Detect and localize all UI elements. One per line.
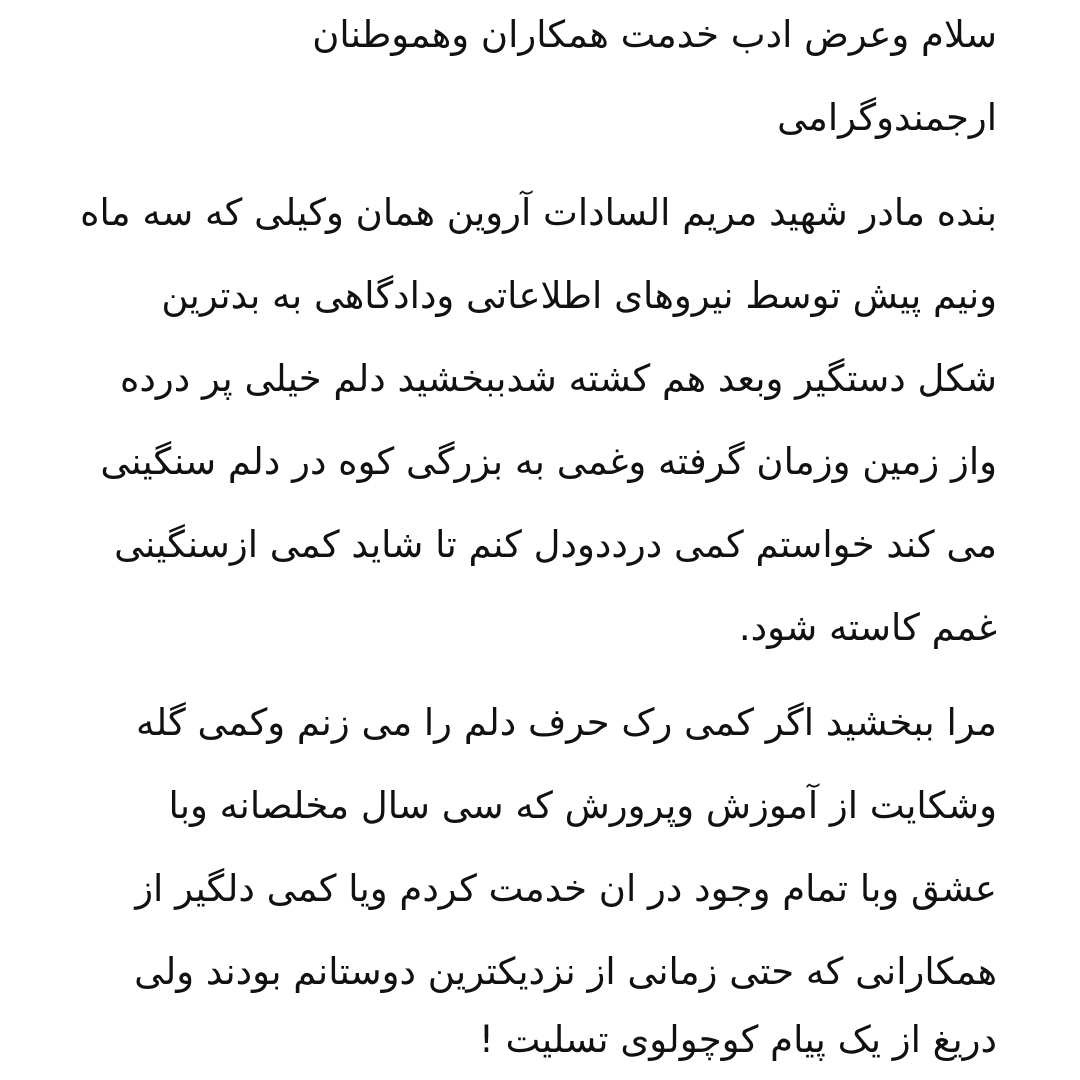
text-line: وشکایت از آموزش وپرورش که سی سال مخلصانه وبا (168, 784, 997, 827)
text-line: واز زمین وزمان گرفته وغمی به بزرگی کوه در دلم سنگینی (100, 440, 997, 483)
text-line: دریغ از یک پیام کوچولوی تسلیت ! (478, 1018, 997, 1061)
text-line: عشق وبا تمام وجود در ان خدمت کردم ویا کمی دلگیر از (135, 867, 997, 910)
text-line: همکارانی که حتی زمانی از نزدیکترین دوستانم بودند ولی (134, 950, 997, 993)
text-line: می کند خواستم کمی درددودل کنم تا شاید کمی ازسنگینی (114, 523, 997, 566)
text-line: سلام وعرض ادب خدمت همکاران وهموطنان (312, 13, 997, 56)
text-line: شکل دستگیر وبعد هم کشته شدببخشید دلم خیلی پر درده (120, 357, 997, 400)
text-line: مرا ببخشید اگر کمی رک حرف دلم را می زنم وکمی گله (136, 701, 997, 744)
text-line: غمم کاسته شود. (738, 606, 997, 649)
text-line: ارجمندوگرامی (777, 96, 997, 139)
text-line: بنده مادر شهید مریم السادات آروین همان وکیلی که سه ماه (80, 191, 997, 234)
text-line: ونیم پیش توسط نیروهای اطلاعاتی ودادگاهی به بدترین (161, 274, 997, 317)
